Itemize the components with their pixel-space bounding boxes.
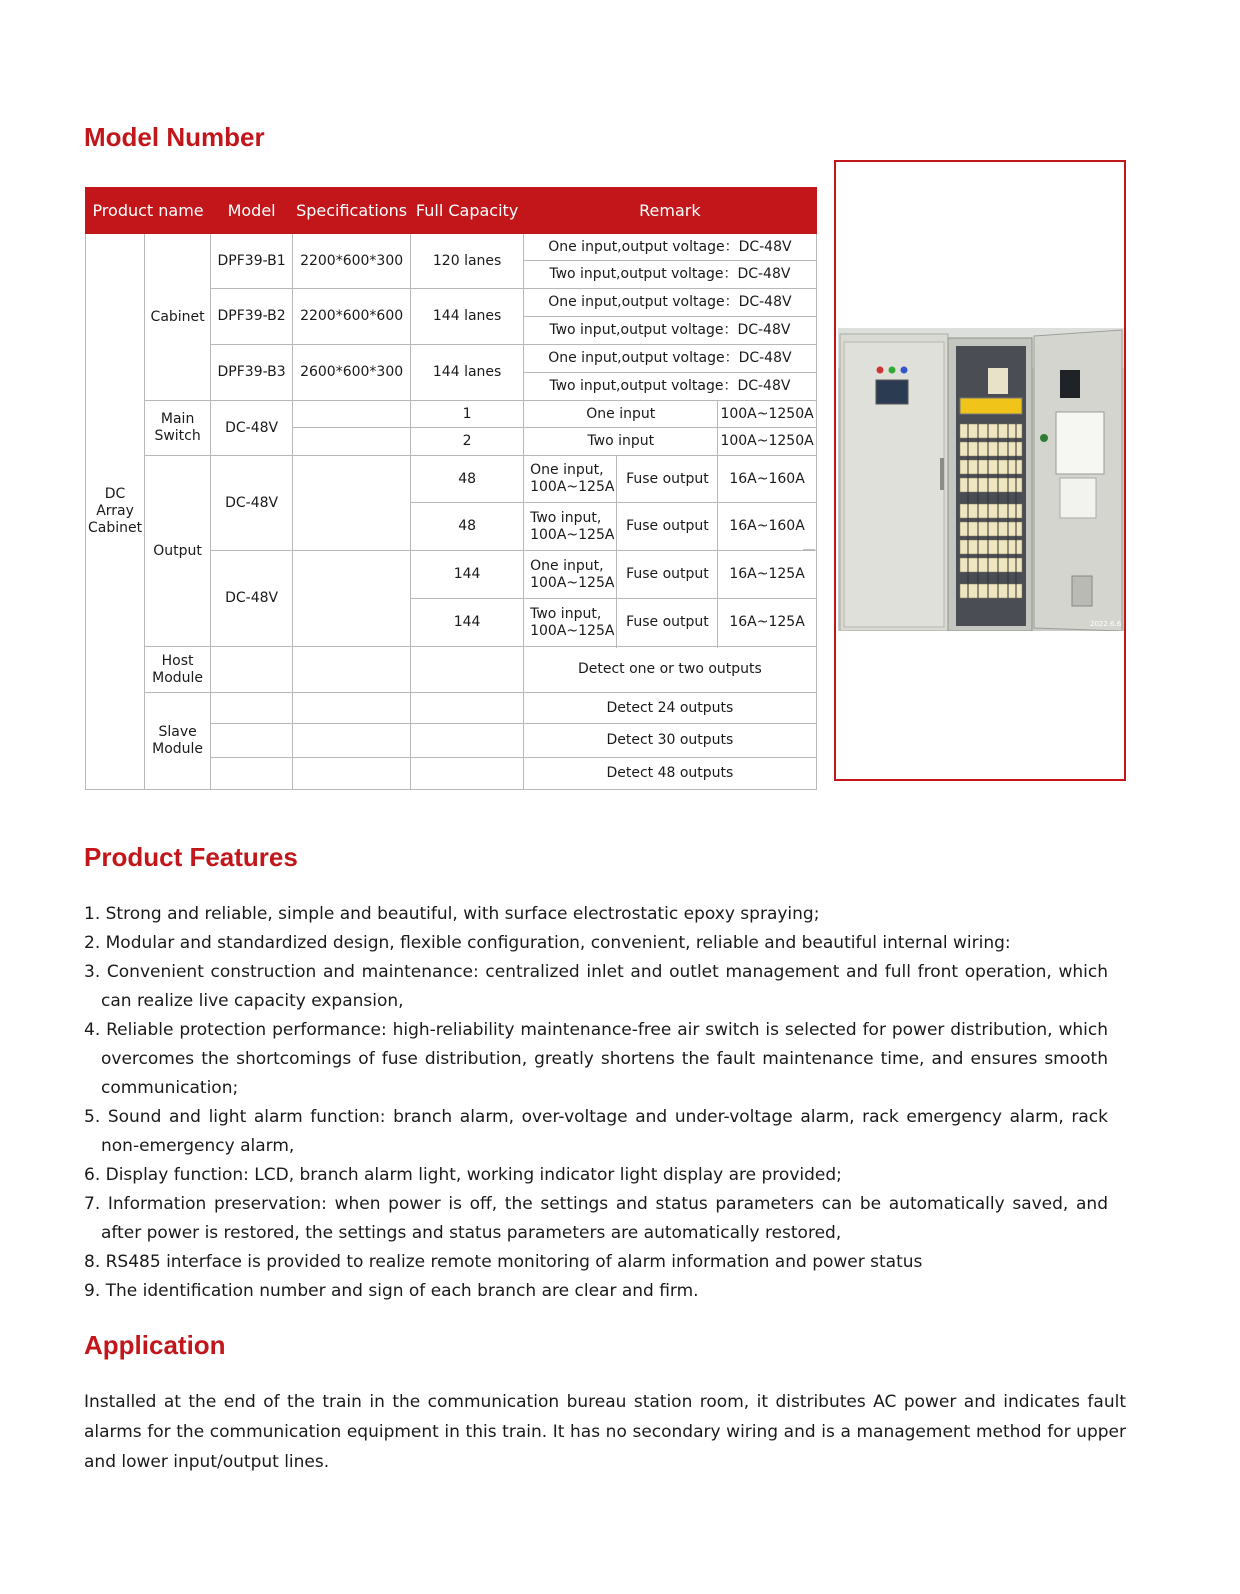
range-cell: 16A~125A [718,599,816,647]
model-cell: DC-48V [211,551,293,647]
header-product-name: Product name [86,188,211,234]
spec-cell: 2200*600*600 [293,289,411,345]
capacity-cell: 48 [411,503,524,551]
output-type-cell: Fuse output [617,551,718,599]
application-paragraph: Installed at the end of the train in the communication bureau station room, it distributes AC power and indicates fault alarms for the communication equipment in this train. It has no secondary wiring and is a management method for upper and lower input/output lines. [84,1392,1126,1472]
remark-cell: Two input,output voltage：DC-48V [524,317,817,345]
list-item: 8. RS485 interface is provided to realize remote monitoring of alarm information and power status [84,1252,923,1272]
model-cell: DPF39-B1 [211,234,293,289]
remark-cell: Two input [524,428,718,456]
table-row [86,234,817,261]
output-type-cell: Fuse output [617,456,718,503]
capacity-cell: 144 lanes [411,289,524,345]
output-type-cell: Fuse output [617,599,718,647]
header-model: Model [211,188,293,234]
list-item: 6. Display function: LCD, branch alarm light, working indicator light display are provided; [84,1165,842,1185]
capacity-cell-empty [411,693,524,724]
remark-cell: Detect 24 outputs [524,693,817,724]
spec-cell-empty [293,758,411,790]
output-type-cell: Fuse output [617,503,718,551]
capacity-cell-empty [411,647,524,693]
spec-cell-empty [293,551,411,647]
spec-cell-empty [293,647,411,693]
table-row [86,401,817,428]
spec-cell-empty [293,428,411,456]
model-cell-empty [211,758,293,790]
cabinet-photo [838,328,1124,631]
features-list [84,900,1108,1306]
list-item: 1. Strong and reliable, simple and beautiful, with surface electrostatic epoxy spraying; [84,904,820,924]
model-cell: DC-48V [211,401,293,456]
model-cell-empty [211,693,293,724]
photo-timestamp: 2022.6.6 [1090,620,1122,628]
capacity-cell: 2 [411,428,524,456]
list-item: 5. Sound and light alarm function: branch alarm, over-voltage and under-voltage alarm, rack emergency alarm, rack non-emergency alarm, [84,1107,1108,1156]
spec-cell-empty [293,456,411,551]
remark-cell: Two input,output voltage：DC-48V [524,261,817,289]
model-number-table [85,187,817,790]
remark-cell: One input,output voltage：DC-48V [524,289,817,317]
table-divider-line [803,549,815,550]
remark-cell: Detect 48 outputs [524,758,817,790]
breaker-rows [960,424,1022,598]
spec-cell-empty [293,693,411,724]
header-full-capacity: Full Capacity [411,188,524,234]
host-module-label: Host Module [145,647,211,693]
remark-cell: One input,output voltage：DC-48V [524,234,817,261]
input-cell: Two input, 100A~125A [524,599,617,647]
header-specifications: Specifications [293,188,411,234]
list-item: 7. Information preservation: when power is off, the settings and status parameters can be automatically saved, and after power is restored, the settings and status parameters are automatically restored, [84,1194,1108,1243]
table-row [86,456,817,503]
capacity-cell: 144 [411,599,524,647]
section-title-product-features: Product Features [84,842,298,872]
capacity-cell-empty [411,724,524,758]
cabinet-label: Cabinet [145,234,211,401]
table-row [86,647,817,693]
capacity-cell: 120 lanes [411,234,524,289]
remark-cell: One input [524,401,718,428]
main-switch-label: Main Switch [145,401,211,456]
range-cell: 16A~125A [718,551,816,599]
list-item: 4. Reliable protection performance: high-reliability maintenance-free air switch is selected for power distribution, which overcomes the shortcomings of fuse distribution, greatly shortens the fault maintenance time, and ensures smooth communication; [84,1020,1108,1098]
remark-cell: Two input,output voltage：DC-48V [524,373,817,401]
spec-cell-empty [293,401,411,428]
table-row [86,693,817,724]
capacity-cell: 144 [411,551,524,599]
model-cell-empty [211,647,293,693]
model-cell: DPF39-B2 [211,289,293,345]
input-cell: One input, 100A~125A [524,551,617,599]
remark-cell: One input,output voltage：DC-48V [524,345,817,373]
range-cell: 16A~160A [718,456,816,503]
capacity-cell-empty [411,758,524,790]
table-header-row [86,188,817,234]
model-cell-empty [211,724,293,758]
model-cell: DC-48V [211,456,293,551]
section-title-model-number: Model Number [84,122,265,152]
spec-cell-empty [293,724,411,758]
slave-module-label: Slave Module [145,693,211,790]
remark-cell: Detect one or two outputs [524,647,817,693]
capacity-cell: 1 [411,401,524,428]
range-cell: 100A~1250A [718,401,816,428]
product-name-cell: DC Array Cabinet [86,234,145,790]
capacity-cell: 144 lanes [411,345,524,401]
input-cell: One input, 100A~125A [524,456,617,503]
input-cell: Two input, 100A~125A [524,503,617,551]
range-cell: 100A~1250A [718,428,816,456]
spec-cell: 2200*600*300 [293,234,411,289]
list-item: 2. Modular and standardized design, flexible configuration, convenient, reliable and beautiful internal wiring: [84,933,1011,953]
output-label: Output [145,456,211,647]
list-item: 9. The identification number and sign of each branch are clear and firm. [84,1281,699,1301]
capacity-cell: 48 [411,456,524,503]
section-title-application: Application [84,1330,226,1360]
list-item: 3. Convenient construction and maintenance: centralized inlet and outlet management and full front operation, which can realize live capacity expansion, [84,962,1108,1011]
remark-cell: Detect 30 outputs [524,724,817,758]
spec-cell: 2600*600*300 [293,345,411,401]
range-cell: 16A~160A [718,503,816,551]
product-photo-frame [834,160,1126,781]
header-remark: Remark [524,188,817,234]
model-cell: DPF39-B3 [211,345,293,401]
